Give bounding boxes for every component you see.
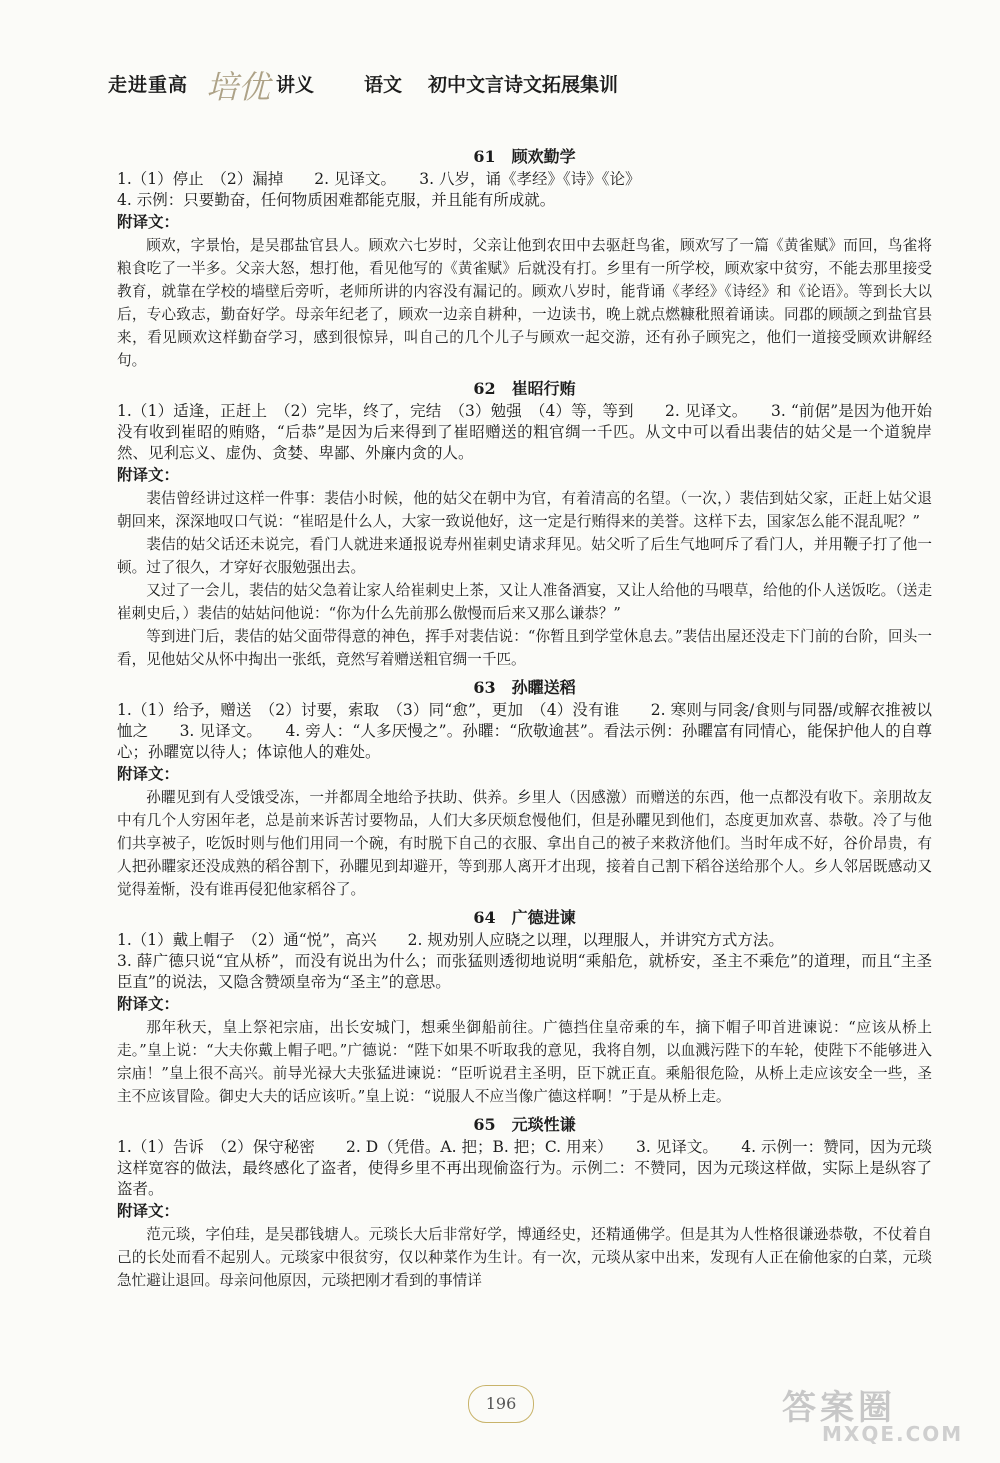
translation-paragraph: 那年秋天，皇上祭祀宗庙，出长安城门，想乘坐御船前往。广德挡住皇帝乘的车，摘下帽子叩首进谏说：“应该从桥上走。”皇上说：“大夫你戴上帽子吧。”广德说：“陛下如果不听取我的意见，我将自刎，以血溅污陛下的车轮，使陛下不能够进入宗庙！”皇上很不高兴。前导光禄大夫张猛进谏说：“臣听说君主圣明，臣下就正直。乘船很危险，从桥上走应该安全一些，圣主不应该冒险。御史大夫的话应该听。”皇上说：“说服人不应当像广德这样啊！”于是从桥上走。 [117,1019,932,1105]
translation-paragraph: 又过了一会儿，裴佶的姑父急着让家人给崔刺史上茶，又让人准备酒宴，又让人给他的马喂草，给他的仆人送饭吃。（送走崔刺史后，）裴佶的姑姑问他说：“你为什么先前那么傲慢而后来又那么谦恭？” [117,582,932,622]
series-title: 走进重高 [108,74,189,96]
translation-label: 附译文： [117,995,180,1013]
translation-label: 附译文： [117,213,180,231]
answer-line: 1.（1）给予，赠送 （2）讨要，索取 （3）同“愈”，更加 （4）没有谁 2. 寒则与同衾/食则与同器/或解衣推被以恤之 3. 见译文。 4. 旁人：“人多厌慢之”。孙䂂：“欣敬逾甚”。看法示例：孙䂂富有同情心，能保护他人的自尊心；孙䂂宽以待人；体谅他人的难处。 [117,701,932,761]
section-title: 62 崔昭行贿 [473,379,576,398]
translation-paragraph: 顾欢，字景怡，是吴郡盐官县人。顾欢六七岁时，父亲让他到农田中去驱赶鸟雀，顾欢写了一篇《黄雀赋》而回，鸟雀将粮食吃了一半多。父亲大怒，想打他，看见他写的《黄雀赋》后就没有打。乡里有一所学校，顾欢家中贫穷，不能去那里接受教育，就靠在学校的墙壁后旁听，老师所讲的内容没有漏记的。顾欢八岁时，能背诵《孝经》《诗经》和《论语》。等到长大以后，专心致志，勤奋好学。母亲年纪老了，顾欢一边亲自耕种，一边读书，晚上就点燃糠秕照着诵读。同郡的顾颉之到盐官县来，看见顾欢这样勤奋学习，感到很惊异，叫自己的几个儿子与顾欢一起交游，还有孙子顾宪之，他们一道接受顾欢讲解经句。 [117,237,932,369]
section-title: 64 广德进谏 [473,908,576,927]
subtitle: 初中文言诗文拓展集训 [428,74,619,96]
translation-label: 附译文： [117,466,180,484]
translation-paragraph: 裴佶曾经讲过这样一件事：裴佶小时候，他的姑父在朝中为官，有着清高的名望。（一次，）裴佶到姑父家，正赶上姑父退朝回来，深深地叹口气说：“崔昭是什么人，大家一致说他好，这一定是行贿得来的美誉。这样下去，国家怎么能不混乱呢？” [117,490,932,530]
answer-line: 1.（1）戴上帽子 （2）通“悦”，高兴 2. 规劝别人应晓之以理，以理服人，并讲究方式方法。 [117,931,784,949]
translation-paragraph: 孙䂂见到有人受饿受冻，一并都周全地给予扶助、供养。乡里人（因感激）而赠送的东西，他一点都没有收下。亲朋故友中有几个人穷困年老，总是前来诉苦讨要物品，人们大多厌烦怠慢他们，但是孙䂂见到他们，态度更加欢喜、恭敬。冷了与他们共享被子，吃饭时则与他们用同一个碗，有时脱下自己的衣服、拿出自己的被子来救济他们。当时年成不好，谷价昂贵，有人把孙䂂家还没成熟的稻谷割下，孙䂂见到却避开，等到那人离开才出现，接着自己割下稻谷送给那个人。乡人邻居既感动又觉得羞惭，没有谁再侵犯他家稻谷了。 [117,789,932,898]
section-title: 65 元琰性谦 [473,1115,576,1134]
watermark [782,1380,972,1450]
watermark-url: MXQE.COM [822,1422,964,1446]
section-title: 63 孙䂂送稻 [473,678,576,697]
page-number: 196 [468,1385,534,1423]
answer-line: 1.（1）适逢，正赶上 （2）完毕，终了，完结 （3）勉强 （4）等，等到 2. 见译文。 3. “前倨”是因为他开始没有收到崔昭的贿赂，“后恭”是因为后来得到了崔昭赠送的粗官绸一千匹。从文中可以看出裴佶的姑父是一个道貌岸然、见利忘义、虚伪、贪婪、卑鄙、外廉内贪的人。 [117,402,932,462]
answer-line: 1.（1）告诉 （2）保守秘密 2. D（凭借。A. 把；B. 把；C. 用来） 3. 见译文。 4. 示例一：赞同，因为元琰这样宽容的做法，最终感化了盗者，使得乡里不再出现偷盗行为。示例二：不赞同，因为元琰这样做，实际上是纵容了盗者。 [117,1138,932,1198]
watermark-main: 答案圈 [782,1388,896,1428]
page-header [108,62,808,112]
book-title: 讲义 [276,74,315,96]
translation-label: 附译文： [117,765,180,783]
answer-line: 4. 示例：只要勤奋，任何物质困难都能克服，并且能有所成就。 [117,191,556,209]
subject-title: 语文 [364,74,403,96]
translation-paragraph: 范元琰，字伯珪，是吴郡钱塘人。元琰长大后非常好学，博通经史，还精通佛学。但是其为人性格很谦逊恭敬，不仗着自己的长处而看不起别人。元琰家中很贫穷，仅以种菜作为生计。有一次，元琰从家中出来，发现有人正在偷他家的白菜，元琰急忙避让退回。母亲问他原因，元琰把刚才看到的事情详 [117,1226,932,1289]
page-content [117,140,932,1292]
translation-label: 附译文： [117,1202,180,1220]
translation-paragraph: 裴佶的姑父话还未说完，看门人就进来通报说寿州崔刺史请求拜见。姑父听了后生气地呵斥了看门人，并用鞭子打了他一顿。过了很久，才穿好衣服勉强出去。 [117,536,932,576]
section-title: 61 顾欢勤学 [473,147,576,166]
translation-paragraph: 等到进门后，裴佶的姑父面带得意的神色，挥手对裴佶说：“你暂且到学堂休息去。”裴佶出屋还没走下门前的台阶，回头一看，见他姑父从怀中掏出一张纸，竟然写着赠送粗官绸一千匹。 [117,628,932,668]
answer-line: 1.（1）停止 （2）漏掉 2. 见译文。 3. 八岁，诵《孝经》《诗》《论》 [117,170,641,188]
answer-line: 3. 薛广德只说“宜从桥”，而没有说出为什么；而张猛则透彻地说明“乘船危，就桥安，圣主不乘危”的道理，而且“主圣臣直”的说法，又隐含赞颂皇帝为“圣主”的意思。 [117,952,932,991]
logo: 培优 [206,68,271,106]
